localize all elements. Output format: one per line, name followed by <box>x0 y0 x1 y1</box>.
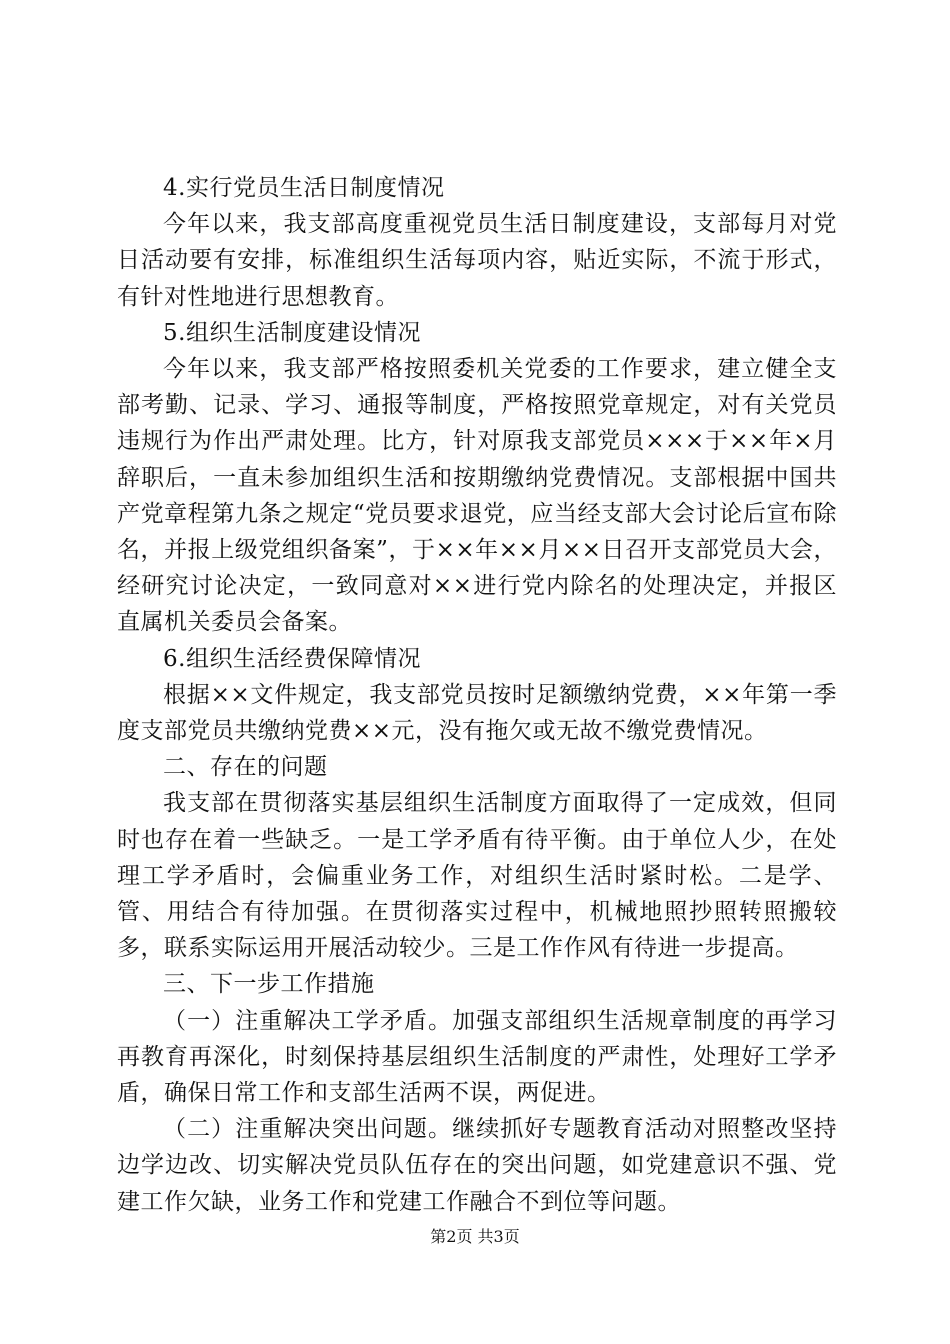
paragraph-problems: 我支部在贯彻落实基层组织生活制度方面取得了一定成效，但同时也存在着一些缺乏。一是工学矛盾有待平衡。由于单位人少，在处理工学矛盾时，会偏重业务工作，对组织生活时紧时松。二是学、管、用结合有待加强。在贯彻落实过程中，机械地照抄照转照搬较多，联系实际运用开展活动较少。三是工作作风有待进一步提高。 <box>117 790 837 962</box>
section-heading-4: 4.实行党员生活日制度情况 <box>163 175 445 201</box>
paragraph-system-building: 今年以来，我支部严格按照委机关党委的工作要求，建立健全支部考勤、记录、学习、通报等制度，严格按照党章规定，对有关党员违规行为作出严肃处理。比方，针对原我支部党员×××于××年×月辞职后，一直未参加组织生活和按期缴纳党费情况。支部根据中国共产党章程第九条之规定“党员要求退党，应当经支部大会讨论后宣布除名，并报上级党组织备案”，于××年××月××日召开支部党员大会，经研究讨论决定，一致同意对××进行党内除名的处理决定，并报区直属机关委员会备案。 <box>117 356 837 636</box>
section-heading-problems: 二、存在的问题 <box>163 754 328 781</box>
section-heading-5: 5.组织生活制度建设情况 <box>163 319 421 346</box>
page-number: 第2页 共3页 <box>430 1227 520 1246</box>
paragraph-measure-2: （二）注重解决突出问题。继续抓好专题教育活动对照整改坚持边学边改、切实解决党员队伍存在的突出问题，如党建意识不强、党建工作欠缺，业务工作和党建工作融合不到位等问题。 <box>117 1116 837 1215</box>
paragraph-measure-1: （一）注重解决工学矛盾。加强支部组织生活规章制度的再学习再教育再深化，时刻保持基层组织生活制度的严肃性，处理好工学矛盾，确保日常工作和支部生活两不误，两促进。 <box>117 1007 837 1107</box>
document-body <box>117 170 837 1220</box>
section-heading-6: 6.组织生活经费保障情况 <box>163 645 421 672</box>
paragraph-funding: 根据××文件规定，我支部党员按时足额缴纳党费，××年第一季度支部党员共缴纳党费××元，没有拖欠或无故不缴党费情况。 <box>117 681 837 745</box>
paragraph-party-day: 今年以来，我支部高度重视党员生活日制度建设，支部每月对党日活动要有安排，标准组织生活每项内容，贴近实际，不流于形式，有针对性地进行思想教育。 <box>117 211 837 310</box>
section-heading-next-steps: 三、下一步工作措施 <box>163 971 375 998</box>
